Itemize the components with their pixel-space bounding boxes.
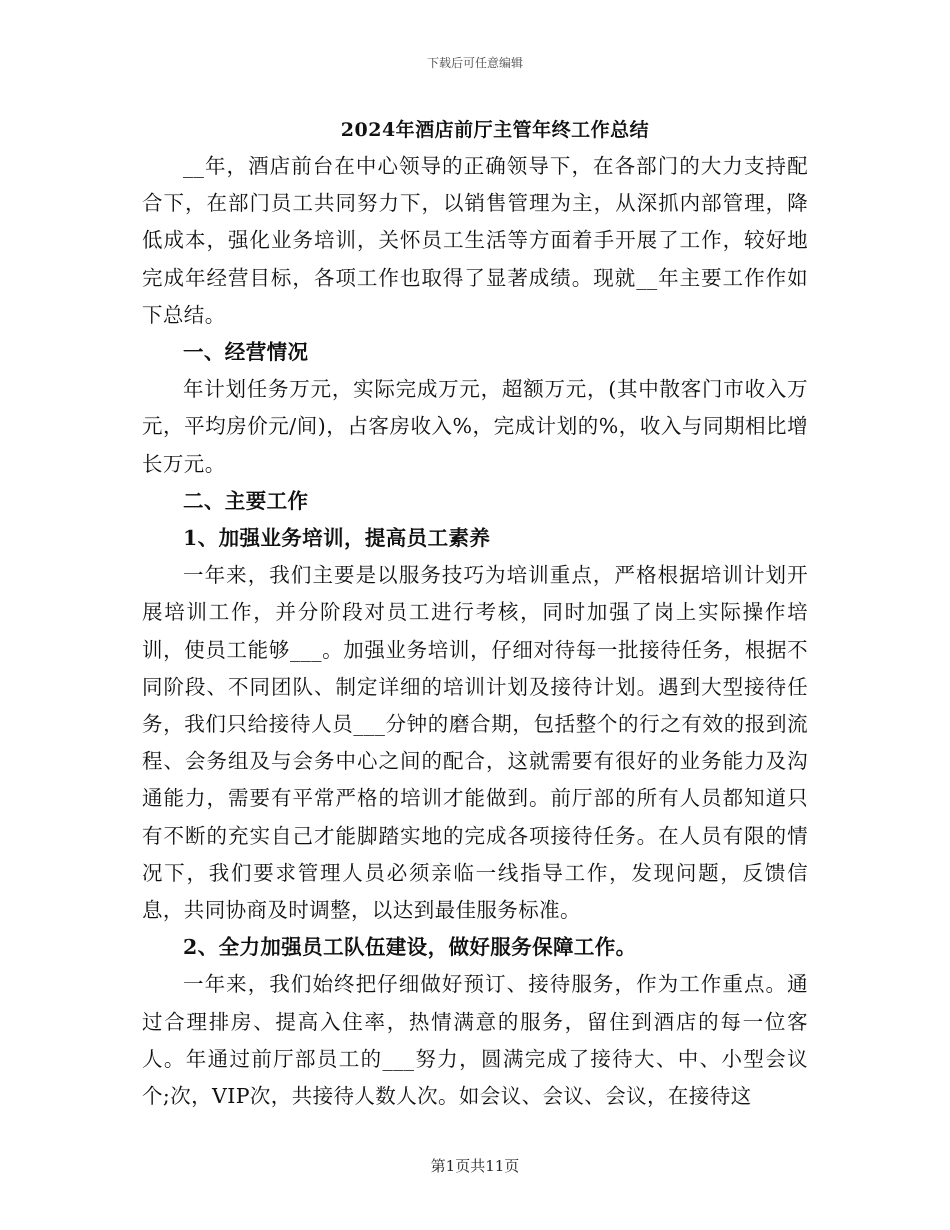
training-paragraph: 一年来，我们主要是以服务技巧为培训重点，严格根据培训计划开展培训工作，并分阶段对员工进行考核，同时加强了岗上实际操作培训，使员工能够___。加强业务培训，仔细对待每一批接待任务，根据不同阶段、不同团队、制定详细的培训计划及接待计划。遇到大型接待任务，我们只给接待人员___分钟的磨合期，包括整个的行之有效的报到流程、会务组及与会务中心之间的配合，这就需要有很好的业务能力及沟通能力，需要有平常严格的培训才能做到。前厅部的所有人员都知道只有不断的充实自己才能脚踏实地的完成各项接待任务。在人员有限的情况下，我们要求管理人员必须亲临一线指导工作，发现问题，反馈信息，共同协商及时调整，以达到最佳服务标准。 xyxy=(142,563,808,923)
header-note: 下载后可任意编辑 xyxy=(426,56,523,70)
subsection-heading-training: 1、加强业务培训，提高员工素养 xyxy=(183,526,491,551)
page-footer: 第1页共11页 xyxy=(430,1157,520,1175)
intro-paragraph: __年，酒店前台在中心领导的正确领导下，在各部门的大力支持配合下，在部门员工共同努力下，以销售管理为主，从深抓内部管理，降低成本，强化业务培训，关怀员工生活等方面着手开展了工作，较好地完成年经营目标，各项工作也取得了显著成绩。现就__年主要工作作如下总结。 xyxy=(142,154,808,327)
operations-paragraph: 年计划任务万元，实际完成万元，超额万元，(其中散客门市收入万元，平均房价元/间)，占客房收入%，完成计划的%，收入与同期相比增长万元。 xyxy=(142,377,808,476)
document-body xyxy=(142,148,808,1115)
document-title: 2024年酒店前厅主管年终工作总结 xyxy=(340,119,650,141)
section-heading-operations: 一、经营情况 xyxy=(183,340,309,365)
team-paragraph: 一年来，我们始终把仔细做好预订、接待服务，作为工作重点。通过合理排房、提高入住率，热情满意的服务，留住到酒店的每一位客人。年通过前厅部员工的___努力，圆满完成了接待大、中、小型会议个;次，VIP次，共接待人数人次。如会议、会议、会议，在接待这 xyxy=(142,972,808,1109)
section-heading-main-work: 二、主要工作 xyxy=(183,488,309,513)
subsection-heading-team: 2、全力加强员工队伍建设，做好服务保障工作。 xyxy=(183,935,637,960)
